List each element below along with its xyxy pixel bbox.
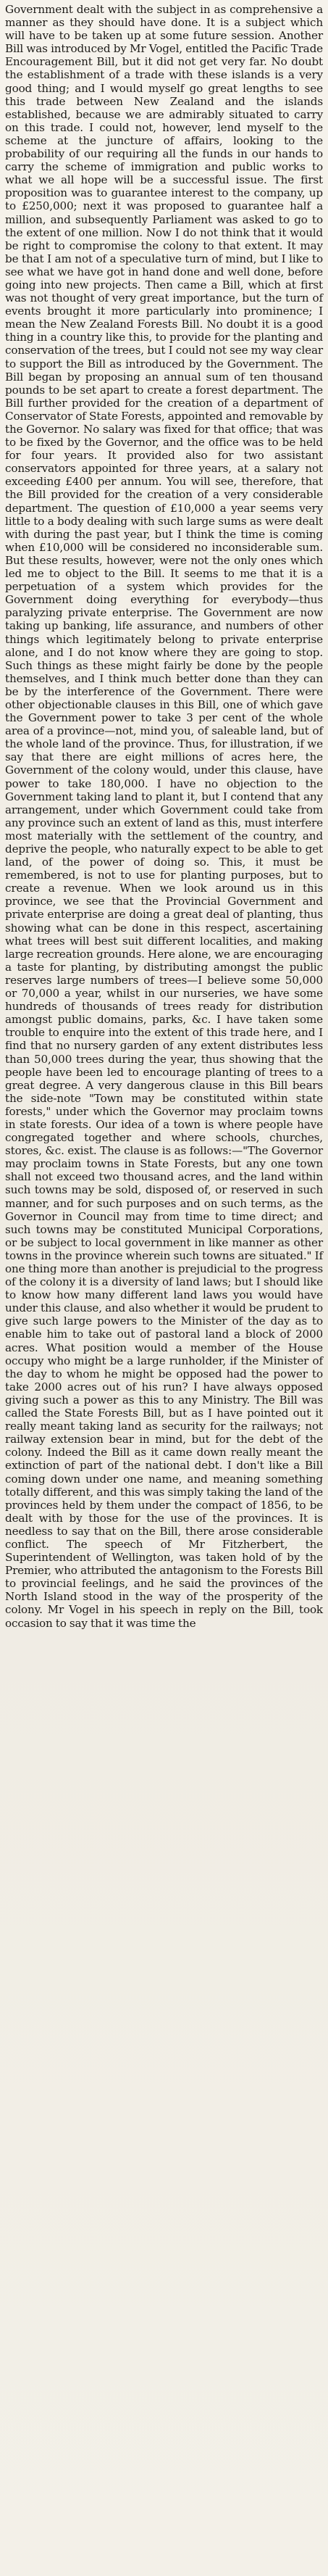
article-body-text: Government dealt with the subject in as comprehensive a manner as they should have done. It is a subject which will have to be taken up at some future session. Another Bill was introduced by Mr Vogel, entitled the Pacific Trade Encouragement Bill, but it did not get very far. No doubt the establishment of a trade with these islands is a very good thing; and I would myself go great lengths to see this trade between New Zealand and the islands established, because we are admirably situated to carry on this trade. I could not, however, lend myself to the scheme at the juncture of affairs, looking to the probability of our requiring all the funds in our hands to carry the scheme of immigration and public works to what we all hope will be a successful issue. The first proposition was to guarantee interest to the company, up to £250,000; next it was proposed to guarantee half a million, and subsequently Parliament was asked to go to the extent of one million. Now I do not think that it would be right to compromise the colony to that extent. It may be that I am not of a speculative turn of mind, but I like to see what we have got in hand done and well done, before going into new projects. Then came a Bill, which at first was not thought of very great importance, but the turn of events brought it more particularly into prominence; I mean the New Zealand Forests Bill. No doubt it is a good thing in a country like this, to provide for the planting and conservation of the trees, but I could not see my way clear to support the Bill as introduced by the Government. The Bill began by proposing an annual sum of ten thousand pounds to be set apart to create a forest department. The Bill further provided for the creation of a department of Conservator of State Forests, appointed and removable by the Governor. No salary was fixed for that office; that was to be fixed by the Governor, and the office was to be held for four years. It provided also for two assistant conservators appointed for three years, at a salary not exceeding £400 per annum. You will see, therefore, that the Bill provided for the creation of a very considerable department. The question of £10,000 a year seems very little to a body dealing with such large sums as were dealt with during the past year, but I think the time is coming when £10,000 will be considered no inconsiderable sum. But these results, however, were not the only ones which led me to object to the Bill. It seems to me that it is a perpetuation of a system which provides for the Government doing everything for everybody—thus paralyzing private enterprise. The Government are now taking up banking, life assurance, and numbers of other things which legitimately belong to private enterprise alone, and I do not know where they are going to stop. Such things as these might fairly be done by the people themselves, and I think much better done than they can be by the interference of the Government. There were other objectionable clauses in this Bill, one of which gave the Government power to take 3 per cent of the whole area of a province—not, mind you, of saleable land, but of the whole land of the province. Thus, for illustration, if we say that there are eight millions of acres here, the Government of the colony would, under this clause, have power to take 180,000. I have no objection to the Government taking land to plant it, but I contend that any arrangement, under which Government could take from any province such an extent of land as this, must interfere most materially with the settlement of the country, and deprive the people, who naturally expect to be able to get land, of the power of doing so. This, it must be remembered, is not to use for planting purposes, but to create a revenue. When we look around us in this province, we see that the Provincial Government and private enterprise are doing a great deal of planting, thus showing what can be done in this respect, ascertaining what trees will best suit different localities, and making large recreation grounds. Here alone, we are encouraging a taste for planting, by distributing amongst the public reserves large numbers of trees—I believe some 50,000 or 70,000 a year, whilst in our nurseries, we have some hundreds of thousands of trees ready for distribution amongst public domains, parks, &c. I have taken some trouble to enquire into the extent of this trade here, and I find that no nursery garden of any extent distributes less than 50,000 trees during the year, thus showing that the people have been led to encourage planting of trees to a great degree. A very dangerous clause in this Bill bears the side-note "Town may be constituted within state forests," under which the Governor may proclaim towns in state forests. Our idea of a town is where people have congregated together and where schools, churches, stores, &c. exist. The clause is as follows:—"The Governor may proclaim towns in State Forests, but any one town shall not exceed two thousand acres, and the land within such towns may be sold, disposed of, or reserved in such manner, and for such purposes and on such terms, as the Governor in Council may from time to time direct; and such towns may be constituted Municipal Corporations, or be subject to local government in like manner as other towns in the province wherein such towns are situated." If one thing more than another is prejudicial to the progress of the colony it is a diversity of land laws; but I should like to know how many different land laws you would have under this clause, and also whether it would be prudent to give such large powers to the Minister of the day as to enable him to take out of pastoral land a block of 2000 acres. What position would a member of the House occupy who might be a large runholder, if the Minister of the day to whom he might be opposed had the power to take 2000 acres out of his run? I have always opposed giving such a power as this to any Ministry. The Bill was called the State Forests Bill, but as I have pointed out it really meant taking land as security for the railways; not railway extension bear in mind, but for the debt of the colony. Indeed the Bill as it came down really meant the extinction of part of the national debt. I don't like a Bill coming down under one name, and meaning something totally different, and this was simply taking the land of the provinces held by them under the compact of 1856, to be dealt with by those for the use of the provinces. It is needless to say that on the Bill, there arose considerable conflict. The speech of Mr Fitzherbert, the Superintendent of Wellington, was taken hold of by the Premier, who attributed the antagonism to the Forests Bill to provincial feelings, and he said the provinces of the North Island stood in the way of the prosperity of the colony. Mr Vogel in his speech in reply on the Bill, took occasion to say that it was time the [5, 3, 323, 1630]
